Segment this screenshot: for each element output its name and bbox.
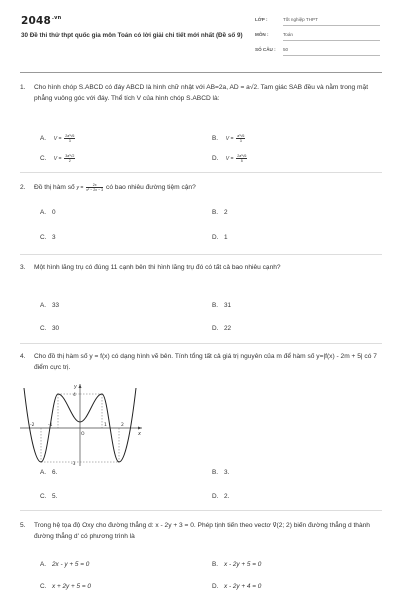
question-text: 4. Cho đồ thị hàm số y = f(x) có dạng hình vẽ bên. Tính tổng tất cả giá trị nguyên của m để hàm số y=|f(x) - 2m + 5| có 7 điểm cực trị. bbox=[20, 353, 377, 371]
divider bbox=[20, 510, 382, 511]
option-b[interactable]: B. V = $\frac{\text{a³√6}}{3}$ bbox=[212, 134, 245, 143]
tick-label: -1 bbox=[48, 423, 53, 428]
question-5 bbox=[20, 520, 382, 596]
question-text: 5. Trong hệ tọa độ Oxy cho đường thẳng d: x - 2y + 3 = 0. Phép tịnh tiến theo vectơ v⃗(2; 2) biến đường thẳng d thành đường thẳng d' có phương trình là bbox=[20, 522, 370, 540]
tick-label: 2 bbox=[121, 423, 124, 428]
function-graph bbox=[18, 380, 146, 468]
tick-label: -2 bbox=[30, 423, 35, 428]
option-c[interactable]: C. x + 2y + 5 = 0 bbox=[40, 583, 91, 590]
divider bbox=[20, 343, 382, 344]
origin-label: O bbox=[81, 432, 85, 437]
option-d[interactable]: D. V = $\frac{\text{2a³√6}}{5}$ bbox=[212, 154, 247, 163]
y-label: y bbox=[74, 384, 77, 390]
option-d[interactable]: D. 2. bbox=[212, 493, 230, 500]
site-logo[interactable]: $2048^{.vn}$ bbox=[21, 15, 62, 27]
option-a[interactable]: A. 0 bbox=[40, 209, 56, 216]
question-text: 1. Cho hình chóp S.ABCD có đáy ABCD là hình chữ nhật với AB=2a, AD = a√2. Tam giác SAB đều và nằm trong mặt phẳng vuông góc với đáy. Thể tích V của hình chóp S.ABCD là: bbox=[20, 84, 369, 102]
x-axis-arrow-icon bbox=[138, 427, 142, 430]
y-axis-arrow-icon bbox=[79, 384, 82, 388]
option-d[interactable]: D. 22 bbox=[212, 325, 232, 332]
option-a[interactable]: A. 2x - y + 5 = 0 bbox=[40, 561, 90, 568]
option-c[interactable]: C. 5. bbox=[40, 493, 58, 500]
header: $2048^{.vn}$ 30 Đề thi thử thpt quốc gia môn Toán có lời giải chi tiết mới nhất (Đề số 9) LỚP : Tốt nghiệp THPT MÔN : Toán SỐ CÂU : 50 bbox=[0, 0, 400, 72]
divider bbox=[20, 172, 382, 173]
option-a[interactable]: A. V = $\frac{\text{2a³√6}}{3}$ bbox=[40, 134, 75, 143]
option-b[interactable]: B. x - 2y + 5 = 0 bbox=[212, 561, 262, 568]
option-d[interactable]: D. 1 bbox=[212, 234, 228, 241]
divider bbox=[20, 254, 382, 255]
option-b[interactable]: B. 31 bbox=[212, 302, 232, 309]
option-b[interactable]: B. 2 bbox=[212, 209, 228, 216]
tick-label: -3 bbox=[71, 462, 76, 467]
header-divider bbox=[20, 72, 382, 73]
question-1 bbox=[20, 82, 382, 162]
option-a[interactable]: A. 33 bbox=[40, 302, 60, 309]
option-a[interactable]: A. 6. bbox=[40, 469, 58, 476]
option-b[interactable]: B. 3. bbox=[212, 469, 230, 476]
tick-label: 1 bbox=[104, 423, 107, 428]
option-c[interactable]: C. 3 bbox=[40, 234, 56, 241]
question-3 bbox=[20, 262, 382, 342]
document-title: 30 Đề thi thử thpt quốc gia môn Toán có lời giải chi tiết mới nhất (Đề số 9) bbox=[21, 32, 243, 39]
option-c[interactable]: C. 30 bbox=[40, 325, 60, 332]
tick-label: 4 bbox=[73, 393, 76, 398]
x-label: x bbox=[138, 431, 141, 437]
option-c[interactable]: C. V = $\frac{\text{3a³√2}}{2}$ bbox=[40, 154, 75, 163]
option-d[interactable]: D. x - 2y + 4 = 0 bbox=[212, 583, 262, 590]
question-text: 3. Một hình lăng trụ có đúng 11 cạnh bên thì hình lăng trụ đó có tất cả bao nhiêu cạnh? bbox=[20, 264, 281, 271]
question-text: 2. Đồ thị hàm số y = $\frac{2x}{\text{x² − 2x − 3}}$ có bao nhiêu đường tiệm cận? bbox=[20, 182, 196, 192]
question-2 bbox=[20, 182, 382, 246]
